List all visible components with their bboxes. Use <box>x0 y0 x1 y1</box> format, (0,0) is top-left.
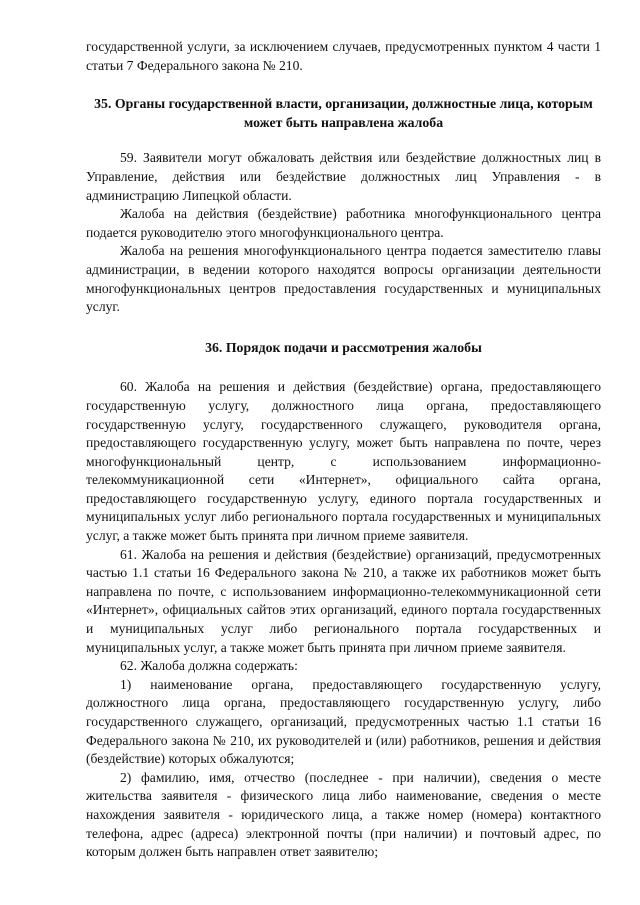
intro-paragraph: государственной услуги, за исключением случаев, предусмотренных пунктом 4 части 1 статьи 7 Федерального закона № 210. <box>86 39 601 73</box>
document-page <box>86 38 601 862</box>
paragraph-62-item-1: 1) наименование органа, предоставляющего государственную услугу, должностного лица органа, предоставляющего государственную услугу, либо государственного служащего, организаций, предусмотренных частью 1.1 статьи 16 Федерального закона № 210, их руководителей и (или) работников, решения и действия (бездействие) которых обжалуются; <box>86 676 601 767</box>
section-35-heading: 35. Органы государственной власти, организации, должностные лица, которым может быть направлена жалоба <box>94 96 593 130</box>
paragraph-61: 61. Жалоба на решения и действия (бездействие) организаций, предусмотренных частью 1.1 статьи 16 Федерального закона № 210, а также их работников может быть направлена по почте, с использованием информационно-телекоммуникационной сети «Интернет», официальных сайтов этих организаций, единого портала государственных и муниципальных услуг либо регионального портала государственных и муниципальных услуг, а также может быть принята при личном приеме заявителя. <box>86 546 601 655</box>
paragraph-mfc-worker-complaint: Жалоба на действия (бездействие) работника многофункционального центра подается руководителю этого многофункционального центра. <box>86 206 601 240</box>
paragraph-59: 59. Заявители могут обжаловать действия или бездействие должностных лиц в Управление, действия или бездействие должностных лиц Управления - в администрацию Липецкой области. <box>86 150 601 203</box>
paragraph-62: 62. Жалоба должна содержать: <box>120 658 298 674</box>
paragraph-60: 60. Жалоба на решения и действия (бездействие) органа, предоставляющего государственную услугу, должностного лица органа, предоставляющего государственную услугу, государственного служащего, руководителя органа, предоставляющего государственную услугу, может быть направлена по почте, через многофункциональный центр, с использованием информационно-телекоммуникационной сети «Интернет», официального сайта органа, предоставляющего государственную услугу, единого портала государственных и муниципальных услуг либо регионального портала государственных и муниципальных услуг, а также может быть принята при личном приеме заявителя. <box>86 379 601 544</box>
section-36-heading: 36. Порядок подачи и рассмотрения жалобы <box>205 339 482 355</box>
paragraph-mfc-decision-complaint: Жалоба на решения многофункционального центра подается заместителю главы администрации, в ведении которого находятся вопросы организации деятельности многофункциональных центров предоставления государственных и муниципальных услуг. <box>86 243 601 315</box>
paragraph-62-item-2: 2) фамилию, имя, отчество (последнее - при наличии), сведения о месте жительства заявителя - физического лица либо наименование, сведения о месте нахождения заявителя - юридического лица, а также номер (номера) контактного телефона, адрес (адреса) электронной почты (при наличии) и почтовый адрес, по которым должен быть направлен ответ заявителю; <box>86 769 601 860</box>
